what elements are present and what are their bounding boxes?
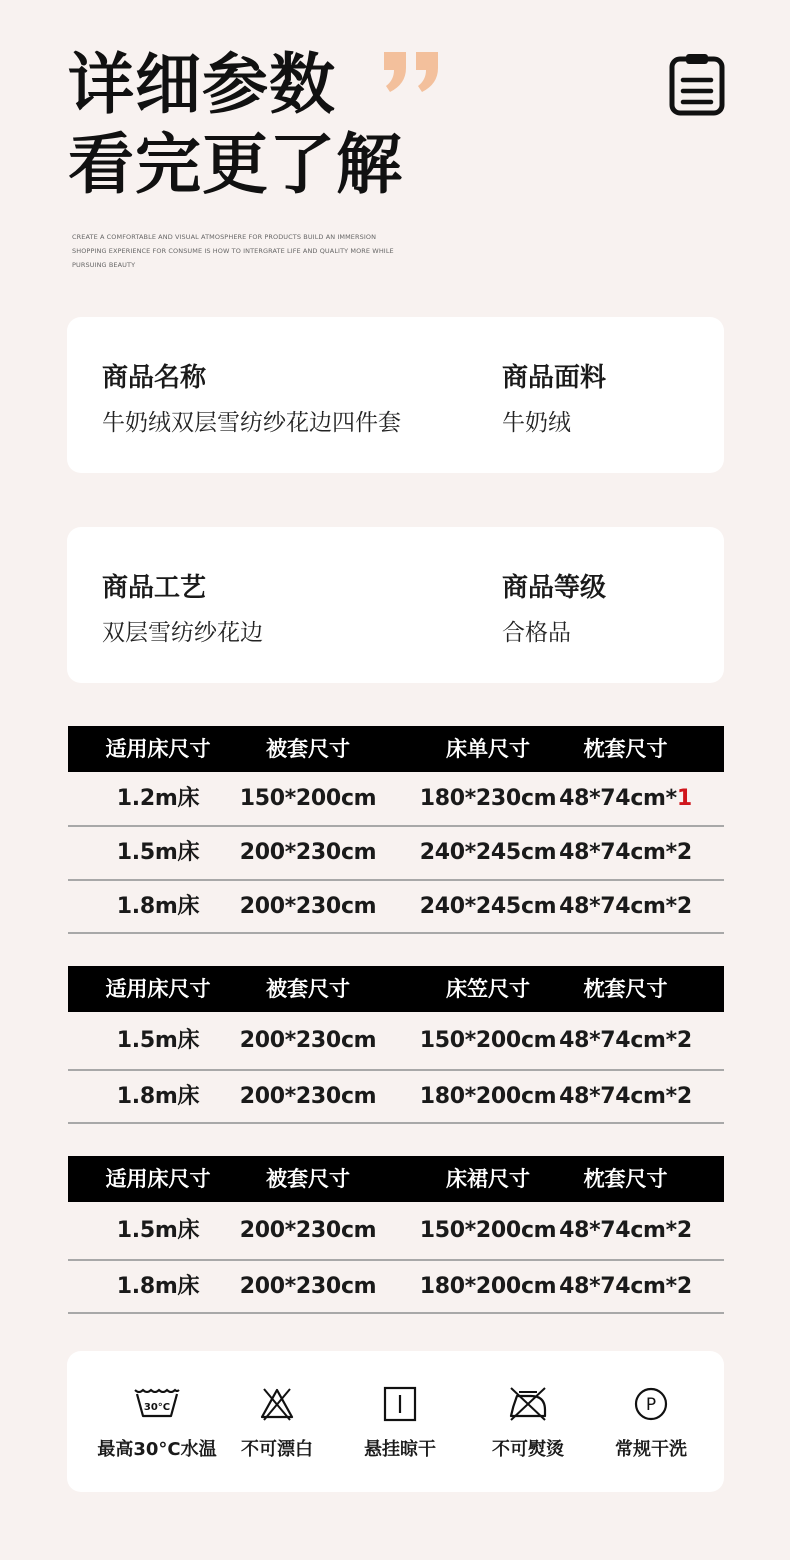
pillow-count: 2 — [676, 840, 692, 865]
pillow-size-cell — [553, 1012, 698, 1069]
table-row — [68, 1071, 724, 1124]
pillow-size-cell — [553, 1261, 698, 1312]
craft-value: 双层雪纺纱花边 — [102, 620, 263, 646]
header-pillow-size: 枕套尺寸 — [583, 1167, 668, 1191]
size-table-sheet — [68, 726, 724, 934]
pillow-count: 2 — [676, 1274, 692, 1299]
pillow-size-text: 48*74cm* — [559, 1028, 677, 1053]
table-header — [68, 1156, 724, 1202]
dry-clean-icon-text: P — [645, 1395, 657, 1415]
pillow-count: 1 — [676, 786, 692, 811]
table-row — [68, 1261, 724, 1314]
clipboard-icon — [668, 52, 726, 120]
table-header — [68, 726, 724, 772]
care-label: 常规干洗 — [615, 1439, 687, 1460]
duvet-size-cell: 200*230cm — [239, 894, 377, 919]
page-title-line1: 详细参数 — [68, 46, 336, 123]
wash-icon-text: 30°C — [143, 1402, 171, 1413]
table-row — [68, 827, 724, 881]
care-item-no-iron — [463, 1351, 593, 1492]
duvet-size-cell: 200*230cm — [239, 1028, 377, 1053]
care-item-dry-clean — [586, 1351, 716, 1492]
bed-size-cell: 1.2m床 — [116, 786, 200, 811]
pillow-size-cell — [553, 1202, 698, 1259]
header-duvet-size: 被套尺寸 — [266, 977, 350, 1001]
care-label: 最高30°C水温 — [97, 1439, 217, 1460]
header-fitted-size: 床笠尺寸 — [446, 977, 530, 1001]
pillow-size-cell — [553, 1071, 698, 1122]
duvet-size-cell: 200*230cm — [239, 1218, 377, 1243]
skirt-size-cell: 180*200cm — [419, 1274, 557, 1299]
pillow-count: 2 — [676, 1084, 692, 1109]
craft-label: 商品工艺 — [102, 573, 207, 603]
care-item-no-bleach — [212, 1351, 342, 1492]
bed-size-cell: 1.8m床 — [116, 894, 200, 919]
fitted-size-cell: 150*200cm — [419, 1028, 557, 1053]
care-label: 不可熨烫 — [492, 1439, 564, 1460]
pillow-size-text: 48*74cm* — [559, 1274, 677, 1299]
quote-mark-icon — [382, 50, 442, 98]
table-header — [68, 966, 724, 1012]
header-skirt-size: 床裙尺寸 — [446, 1167, 530, 1191]
table-row — [68, 1012, 724, 1071]
size-table-skirt — [68, 1156, 724, 1314]
table-row — [68, 881, 724, 934]
fabric-value: 牛奶绒 — [502, 410, 571, 436]
bed-size-cell: 1.5m床 — [116, 1218, 200, 1243]
product-name-value: 牛奶绒双层雪纺纱花边四件套 — [102, 410, 401, 436]
pillow-size-cell — [553, 772, 698, 825]
fitted-size-cell: 180*200cm — [419, 1084, 557, 1109]
bed-size-cell: 1.8m床 — [116, 1084, 200, 1109]
bed-size-cell: 1.5m床 — [116, 840, 200, 865]
care-label: 悬挂晾干 — [364, 1439, 436, 1460]
care-item-line-dry — [335, 1351, 465, 1492]
pillow-size-cell — [553, 881, 698, 932]
pillow-size-text: 48*74cm* — [559, 1218, 677, 1243]
no-iron-icon — [507, 1386, 549, 1426]
line-dry-icon — [382, 1386, 418, 1426]
header-bed-size: 适用床尺寸 — [105, 1167, 211, 1191]
header-duvet-size: 被套尺寸 — [266, 1167, 350, 1191]
table-row — [68, 772, 724, 827]
sheet-size-cell: 180*230cm — [419, 786, 557, 811]
spec-card-2 — [67, 527, 724, 683]
bed-size-cell: 1.8m床 — [116, 1274, 200, 1299]
size-table-fitted — [68, 966, 724, 1124]
care-label: 不可漂白 — [241, 1439, 313, 1460]
dry-clean-p-icon — [633, 1386, 669, 1426]
page-subtitle: CREATE A COMFORTABLE AND VISUAL ATMOSPHERE FOR PRODUCTS BUILD AN IMMERSION SHOPPING EXPERIENCE FOR CONSUME IS HOW TO INTERGRATE LIFE AND QUALITY MORE WHILE PURSUING BEAUTY — [72, 233, 394, 269]
duvet-size-cell: 150*200cm — [239, 786, 377, 811]
grade-label: 商品等级 — [502, 573, 607, 603]
table-row — [68, 1202, 724, 1261]
pillow-count: 2 — [676, 1028, 692, 1053]
header-bed-size: 适用床尺寸 — [105, 977, 211, 1001]
duvet-size-cell: 200*230cm — [239, 840, 377, 865]
duvet-size-cell: 200*230cm — [239, 1274, 377, 1299]
header-pillow-size: 枕套尺寸 — [583, 977, 668, 1001]
pillow-size-text: 48*74cm* — [559, 894, 677, 919]
wash-30-icon — [133, 1386, 181, 1424]
pillow-size-text: 48*74cm* — [559, 786, 677, 811]
grade-value: 合格品 — [502, 620, 571, 646]
header-sheet-size: 床单尺寸 — [446, 737, 530, 761]
pillow-count: 2 — [676, 894, 692, 919]
duvet-size-cell: 200*230cm — [239, 1084, 377, 1109]
product-name-label: 商品名称 — [102, 363, 207, 393]
bed-size-cell: 1.5m床 — [116, 1028, 200, 1053]
page-title-line2: 看完更了解 — [68, 126, 403, 203]
header-duvet-size: 被套尺寸 — [266, 737, 350, 761]
sheet-size-cell: 240*245cm — [419, 840, 557, 865]
fabric-label: 商品面料 — [502, 363, 607, 393]
header-bed-size: 适用床尺寸 — [105, 737, 211, 761]
pillow-size-cell — [553, 827, 698, 879]
spec-card-1 — [67, 317, 724, 473]
skirt-size-cell: 150*200cm — [419, 1218, 557, 1243]
sheet-size-cell: 240*245cm — [419, 894, 557, 919]
pillow-size-text: 48*74cm* — [559, 1084, 677, 1109]
no-bleach-icon — [259, 1386, 295, 1426]
header-pillow-size: 枕套尺寸 — [583, 737, 668, 761]
care-item-wash — [92, 1351, 222, 1492]
care-instructions-card — [67, 1351, 724, 1492]
pillow-size-text: 48*74cm* — [559, 840, 677, 865]
pillow-count: 2 — [676, 1218, 692, 1243]
